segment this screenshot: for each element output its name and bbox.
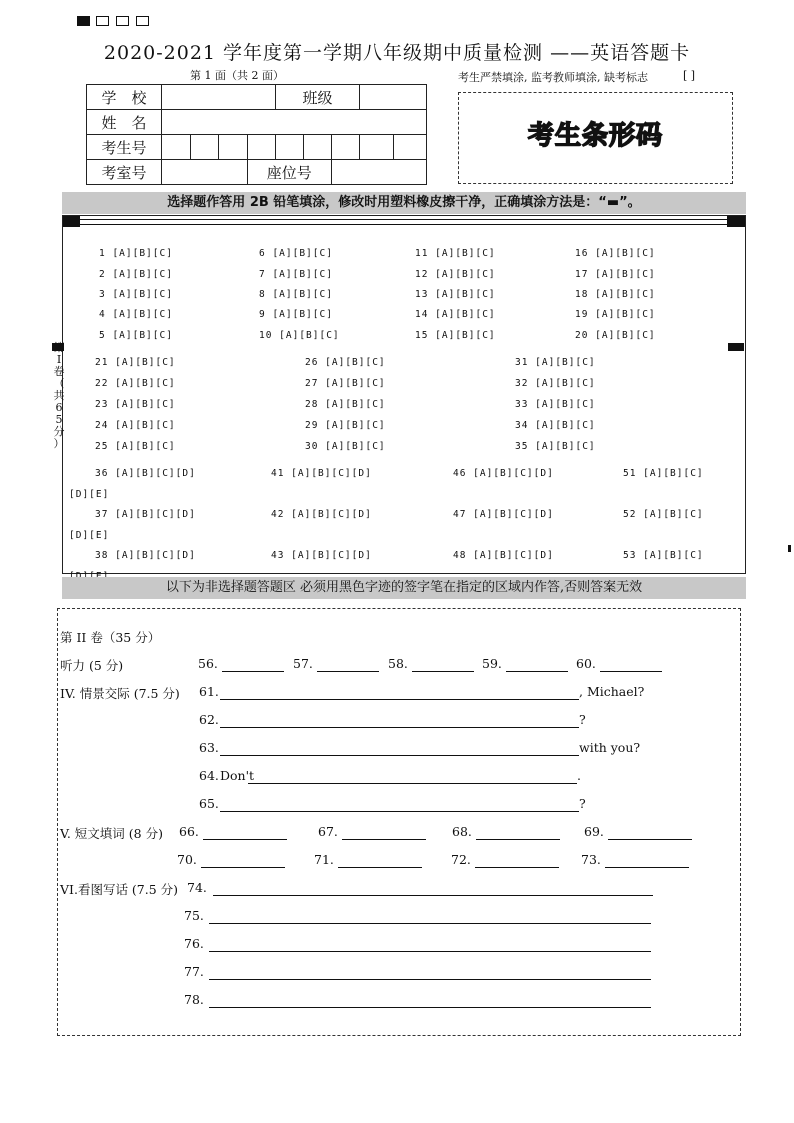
choice-row[interactable]: 24 [A][B][C]	[95, 420, 176, 431]
choice-row[interactable]: 43 [A][B][C][D]	[271, 550, 372, 561]
question-number: 59.	[482, 656, 502, 671]
sentence-prefix: Don't	[220, 768, 255, 783]
corner-mark-empty-1	[96, 16, 109, 26]
answer-line[interactable]	[220, 699, 579, 700]
answer-line[interactable]	[317, 671, 379, 672]
choice-row[interactable]: 11 [A][B][C]	[415, 248, 496, 259]
barcode-label: 考生条形码	[527, 121, 663, 151]
question-number: 70.	[177, 852, 197, 867]
edge-mark	[788, 545, 791, 552]
choice-row[interactable]: 51 [A][B][C]	[623, 468, 704, 479]
choice-row[interactable]: 19 [A][B][C]	[575, 309, 656, 320]
choice-row[interactable]: 13 [A][B][C]	[415, 289, 496, 300]
answer-line[interactable]	[203, 839, 287, 840]
class-label: 班级	[276, 85, 360, 110]
question-number: 67.	[318, 824, 338, 839]
answer-line[interactable]	[412, 671, 474, 672]
exam-no-digit[interactable]	[162, 135, 191, 160]
sentence-suffix: , Michael?	[579, 684, 645, 699]
question-number: 75.	[184, 908, 204, 923]
choice-row[interactable]: [D][E]	[69, 530, 110, 541]
answer-line[interactable]	[220, 811, 579, 812]
answer-line[interactable]	[220, 727, 579, 728]
answer-line[interactable]	[201, 867, 285, 868]
choice-row[interactable]: 22 [A][B][C]	[95, 378, 176, 389]
choice-row[interactable]: 26 [A][B][C]	[305, 357, 386, 368]
exam-no-digit[interactable]	[219, 135, 248, 160]
choice-row[interactable]: 37 [A][B][C][D]	[95, 509, 196, 520]
choice-row[interactable]: 38 [A][B][C][D]	[95, 550, 196, 561]
answer-line[interactable]	[209, 1007, 651, 1008]
listening-label: 听力 (5 分)	[60, 658, 124, 673]
choice-row[interactable]: 46 [A][B][C][D]	[453, 468, 554, 479]
choice-row[interactable]: 1 [A][B][C]	[99, 248, 173, 259]
answer-line[interactable]	[222, 671, 284, 672]
question-number: 68.	[452, 824, 472, 839]
choice-row[interactable]: 15 [A][B][C]	[415, 330, 496, 341]
written-answer-area	[57, 608, 741, 1036]
choice-row[interactable]: 14 [A][B][C]	[415, 309, 496, 320]
corner-mark-empty-2	[116, 16, 129, 26]
question-number: 64.	[199, 768, 219, 783]
question-number: 73.	[581, 852, 601, 867]
choice-row[interactable]: 10 [A][B][C]	[259, 330, 340, 341]
nonchoice-instruction-band: 以下为非选择题答题区 必须用黑色字迹的签字笔在指定的区域内作答,否则答案无效	[62, 577, 746, 599]
answer-line[interactable]	[608, 839, 692, 840]
answer-line[interactable]	[220, 755, 579, 756]
choice-instruction-band: 选择题作答用 2B 铅笔填涂，修改时用塑料橡皮擦干净，正确填涂方法是：“▬”。	[62, 192, 746, 214]
choice-row[interactable]: 41 [A][B][C][D]	[271, 468, 372, 479]
question-number: 58.	[388, 656, 408, 671]
corner-mark-filled	[77, 16, 90, 26]
answer-line[interactable]	[209, 923, 651, 924]
choice-row[interactable]: 12 [A][B][C]	[415, 269, 496, 280]
exam-no-digit[interactable]	[247, 135, 276, 160]
absent-mark-box[interactable]: [ ]	[683, 69, 696, 82]
answer-line[interactable]	[475, 867, 559, 868]
sentence-suffix: with you?	[579, 740, 641, 755]
answer-line[interactable]	[342, 839, 426, 840]
question-number: 78.	[184, 992, 204, 1007]
answer-line[interactable]	[506, 671, 568, 672]
choice-row[interactable]: 28 [A][B][C]	[305, 399, 386, 410]
part6-label: VI.看图写话 (7.5 分)	[60, 882, 179, 897]
room-field[interactable]	[162, 160, 248, 185]
section2-title: 第 II 卷（35 分）	[60, 630, 161, 645]
exam-no-digit[interactable]	[190, 135, 219, 160]
question-number: 66.	[179, 824, 199, 839]
sentence-suffix: .	[577, 768, 581, 783]
choice-row[interactable]: 6 [A][B][C]	[259, 248, 333, 259]
choice-row[interactable]: 23 [A][B][C]	[95, 399, 176, 410]
choice-row[interactable]: 34 [A][B][C]	[515, 420, 596, 431]
question-number: 69.	[584, 824, 604, 839]
choice-row[interactable]: 36 [A][B][C][D]	[95, 468, 196, 479]
choice-row[interactable]: 17 [A][B][C]	[575, 269, 656, 280]
choice-row[interactable]: 53 [A][B][C]	[623, 550, 704, 561]
sentence-suffix: ?	[579, 712, 586, 727]
choice-row[interactable]: 18 [A][B][C]	[575, 289, 656, 300]
side-timing-mark-right	[728, 343, 744, 351]
choice-row[interactable]: 27 [A][B][C]	[305, 378, 386, 389]
room-label: 考室号	[87, 160, 162, 185]
exam-no-digit[interactable]	[332, 135, 360, 160]
name-field[interactable]	[162, 110, 427, 135]
choice-row[interactable]: 4 [A][B][C]	[99, 309, 173, 320]
answer-line[interactable]	[209, 979, 651, 980]
question-number: 77.	[184, 964, 204, 979]
choice-answer-area	[62, 215, 746, 574]
question-number: 71.	[314, 852, 334, 867]
answer-line[interactable]	[213, 895, 653, 896]
choice-row[interactable]: 42 [A][B][C][D]	[271, 509, 372, 520]
absent-notice: 考生严禁填涂, 监考教师填涂, 缺考标志	[458, 71, 648, 84]
exam-no-digit[interactable]	[360, 135, 394, 160]
question-number: 72.	[451, 852, 471, 867]
choice-row[interactable]: 47 [A][B][C][D]	[453, 509, 554, 520]
question-number: 61.	[199, 684, 219, 699]
choice-row[interactable]: 25 [A][B][C]	[95, 441, 176, 452]
exam-no-digit[interactable]	[393, 135, 427, 160]
question-number: 65.	[199, 796, 219, 811]
choice-row[interactable]: 8 [A][B][C]	[259, 289, 333, 300]
question-number: 57.	[293, 656, 313, 671]
choice-row[interactable]: [D][E]	[69, 489, 110, 500]
seat-field[interactable]	[332, 160, 427, 185]
section1-side-label: 第 Ⅰ 卷 （ 共 6 5 分 ）	[53, 341, 65, 450]
question-number: 74.	[187, 880, 207, 895]
choice-row[interactable]: 16 [A][B][C]	[575, 248, 656, 259]
answer-line[interactable]	[605, 867, 689, 868]
answer-line[interactable]	[476, 839, 560, 840]
class-field[interactable]	[360, 85, 427, 110]
exam-no-digit[interactable]	[304, 135, 332, 160]
choice-row[interactable]: 7 [A][B][C]	[259, 269, 333, 280]
question-number: 63.	[199, 740, 219, 755]
choice-row[interactable]: 48 [A][B][C][D]	[453, 550, 554, 561]
page-title: 2020-2021 学年度第一学期八年级期中质量检测 ——英语答题卡	[103, 42, 691, 64]
choice-row[interactable]: 35 [A][B][C]	[515, 441, 596, 452]
choice-row[interactable]: 33 [A][B][C]	[515, 399, 596, 410]
corner-mark-empty-3	[136, 16, 149, 26]
answer-line[interactable]	[600, 671, 662, 672]
question-number: 76.	[184, 936, 204, 951]
school-label: 学 校	[87, 85, 162, 110]
answer-line[interactable]	[248, 783, 577, 784]
choice-row[interactable]: 31 [A][B][C]	[515, 357, 596, 368]
choice-row[interactable]: 20 [A][B][C]	[575, 330, 656, 341]
question-number: 56.	[198, 656, 218, 671]
student-info-table	[86, 84, 427, 185]
choice-row[interactable]: 9 [A][B][C]	[259, 309, 333, 320]
school-field[interactable]	[162, 85, 276, 110]
choice-row[interactable]: 52 [A][B][C]	[623, 509, 704, 520]
choice-row[interactable]: 30 [A][B][C]	[305, 441, 386, 452]
answer-line[interactable]	[338, 867, 422, 868]
answer-line[interactable]	[209, 951, 651, 952]
part4-label: IV. 情景交际 (7.5 分)	[60, 686, 180, 701]
question-number: 62.	[199, 712, 219, 727]
name-label: 姓 名	[87, 110, 162, 135]
choice-row[interactable]: 21 [A][B][C]	[95, 357, 176, 368]
exam-no-label: 考生号	[87, 135, 162, 160]
choice-row[interactable]: 3 [A][B][C]	[99, 289, 173, 300]
choice-row[interactable]: 2 [A][B][C]	[99, 269, 173, 280]
sentence-suffix: ?	[579, 796, 586, 811]
page-info: 第 1 面（共 2 面）	[190, 69, 284, 82]
barcode-area	[458, 92, 733, 184]
choice-row[interactable]: 5 [A][B][C]	[99, 330, 173, 341]
exam-no-digit[interactable]	[276, 135, 304, 160]
choice-row[interactable]: 32 [A][B][C]	[515, 378, 596, 389]
seat-label: 座位号	[247, 160, 332, 185]
choice-row[interactable]: 29 [A][B][C]	[305, 420, 386, 431]
part5-label: V. 短文填词 (8 分)	[60, 826, 163, 841]
question-number: 60.	[576, 656, 596, 671]
